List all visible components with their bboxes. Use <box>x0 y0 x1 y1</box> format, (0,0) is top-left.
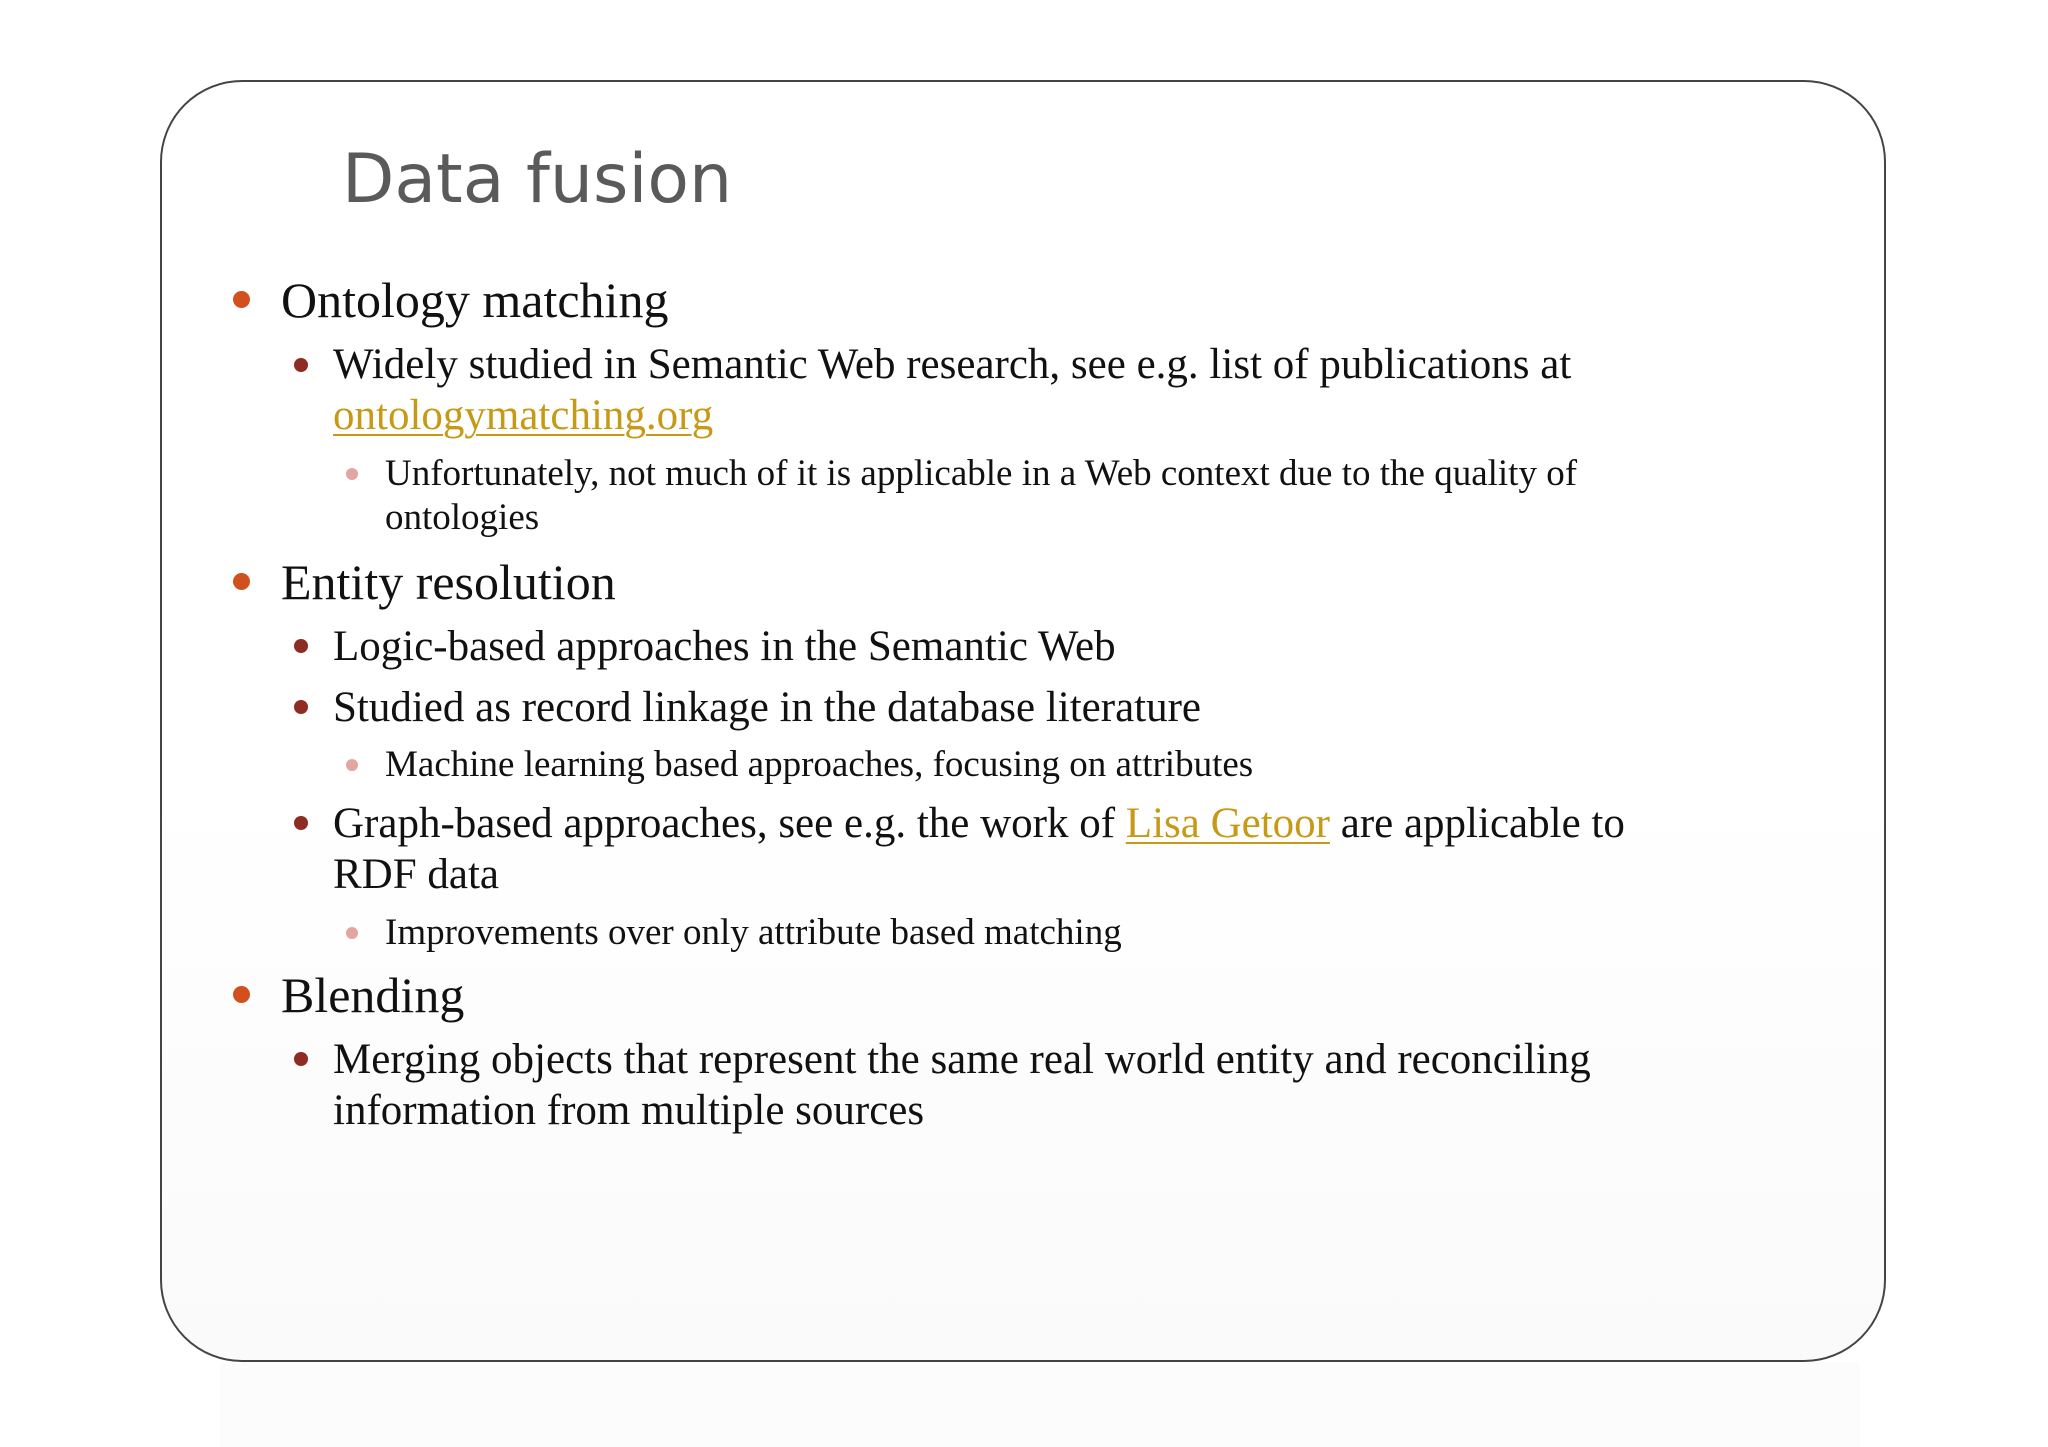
list-item-text: RDF data <box>333 851 500 898</box>
section-heading-ontology-matching: Ontology matching <box>281 272 669 328</box>
section-heading-entity-resolution: Entity resolution <box>281 554 616 610</box>
lisa-getoor-link[interactable]: Lisa Getoor <box>1125 800 1330 847</box>
sub-item-text: Machine learning based approaches, focusing on attributes <box>385 744 1254 785</box>
sub-item-text: Unfortunately, not much of it is applicable in a Web context due to the quality of <box>385 453 1578 494</box>
bullet-icon <box>294 1052 308 1066</box>
bullet-icon <box>294 358 308 372</box>
sub-item-text: Improvements over only attribute based matching <box>385 912 1122 953</box>
list-item-text: Logic-based approaches in the Semantic Web <box>333 623 1116 670</box>
bullet-icon <box>233 573 250 590</box>
ontologymatching-link[interactable]: ontologymatching.org <box>333 392 714 439</box>
list-item-text: Widely studied in Semantic Web research, see e.g. list of publications at <box>333 341 1572 388</box>
sub-item-text: ontologies <box>385 497 540 538</box>
list-item-text: are applicable to <box>1329 800 1625 847</box>
bullet-icon <box>233 291 250 308</box>
bullet-icon <box>346 468 358 480</box>
list-item-text: Merging objects that represent the same real world entity and reconciling <box>333 1036 1591 1083</box>
bullet-icon <box>233 986 250 1003</box>
bullet-icon <box>294 816 308 830</box>
list-item-text: Studied as record linkage in the database literature <box>333 684 1202 731</box>
bullet-icon <box>346 759 358 771</box>
section-heading-blending: Blending <box>281 967 465 1023</box>
bullet-icon <box>294 700 308 714</box>
list-item-text: information from multiple sources <box>333 1087 925 1134</box>
bullet-icon <box>346 927 358 939</box>
slide-title: Data fusion <box>342 140 733 219</box>
list-item-text: Graph-based approaches, see e.g. the work of <box>333 800 1126 847</box>
bullet-icon <box>294 639 308 653</box>
list-item-line <box>333 798 1625 849</box>
list-item-line <box>333 390 713 441</box>
